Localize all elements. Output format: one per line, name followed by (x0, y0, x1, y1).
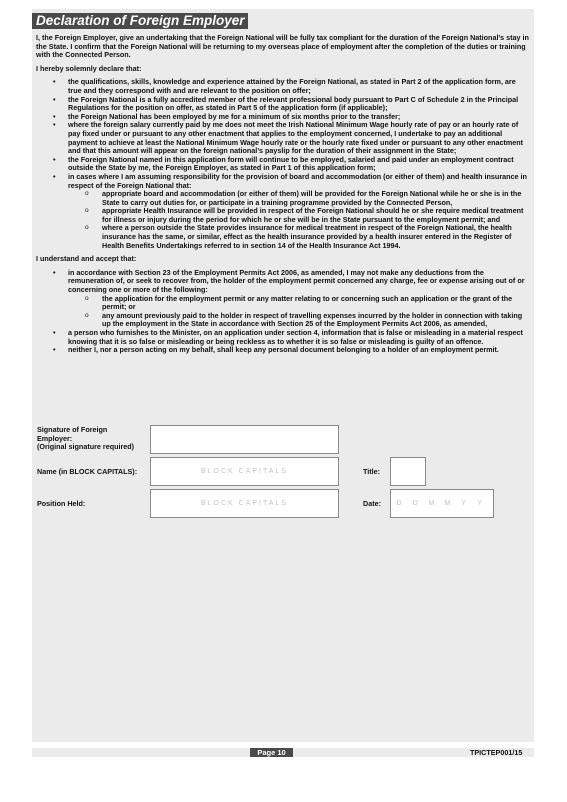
declaration-item: • where the foreign salary currently paid by me does not meet the Irish National Minimum Wage hourly rate of pay or an hourly rate of pay fixed under or pursuant to any other enactment that applies to the employment concerned, I undertake to pay an additional payment to achieve at least the National Minimum Wage hourly rate or the hourly rate fixed under or pursuant to any other enactment and that this amount will appear on the foreign national’s payslip for the duration of their assignment in the State; (36, 121, 530, 155)
understanding-subitem: o the application for the employment permit or any matter relating to or concerning such an application or the grant of the permit; or (68, 295, 530, 312)
signature-label-line: Employer: (37, 433, 73, 443)
title-label: Title: (363, 467, 381, 476)
date-cell-day: D (412, 500, 418, 507)
date-cell-month: M (428, 500, 435, 507)
declaration-item: • the Foreign National has been employed by me for a minimum of six months prior to the transfer; (36, 113, 530, 122)
declaration-panel (32, 9, 534, 742)
name-field[interactable] (150, 457, 339, 486)
date-cell-year: Y (477, 500, 483, 507)
understanding-subitem: o any amount previously paid to the holder in respect of travelling expenses incurred by the holder in connection with taking up the employment in the State in accordance with Section 25 of the Employment Permits Act 2006, as amended, (68, 312, 530, 329)
declaration-item: • the qualifications, skills, knowledge and experience attained by the Foreign National, as stated in Part 2 of the application form, are true and they correspond with and are relevant to the position on offer; (36, 78, 530, 95)
understanding-item-text: in accordance with Section 23 of the Employment Permits Act 2006, as amended, I may not make any deductions from the remuneration of, or seek to recover from, the holder of the employment permit concerned any charge, fee or expense arising out of or concerning one or more of the following: (68, 267, 525, 295)
position-label: Position Held: (37, 499, 86, 508)
date-cell-month: M (444, 500, 451, 507)
understanding-item: • a person who furnishes to the Minister, on an application under section 4, information that is false or misleading in a material respect knowing that it is so false or misleading or being reckless as to whether it is so false or misleading is guilty of an offence. (36, 329, 530, 346)
signature-field[interactable] (150, 425, 339, 454)
declaration-subitem: o appropriate board and accommodation (or either of them) will be provided for the Foreign National while he or she is in the State to carry out duties for, or participate in a training programme provided by the Connected Person, (68, 190, 530, 207)
position-placeholder: BLOCK CAPITALS (200, 500, 288, 507)
signature-label-line: (Original signature required) (37, 442, 135, 452)
declaration-item: • the Foreign National is a fully accredited member of the relevant professional body pursuant to Part C of Schedule 2 in the Principal Regulations for the position on offer, as stated in Part 5 of the application form (if applicable); (36, 96, 530, 113)
declaration-item-text: in cases where I am assuming responsibility for the provision of board and accommodation (or either of them) and health insurance in respect of the Foreign National that: (68, 171, 527, 190)
title-field[interactable] (390, 457, 426, 486)
document-reference: TPICTEP001/15 (470, 748, 523, 757)
declaration-item: • the Foreign National named in this application form will continue to be employed, salaried and paid under an employment contract outside the State by me, the Foreign Employer, as stated in Part 1 of this application form; (36, 156, 530, 173)
date-cell-year: Y (461, 500, 467, 507)
signature-label-line: Signature of Foreign (37, 425, 108, 434)
intro-paragraph: I, the Foreign Employer, give an undertaking that the Foreign National will be fully tax compliant for the duration of the Foreign National’s stay in the State. I confirm that the Foreign National will be returning to my overseas place of employment after the completion of the duties or training with the Connected Person. (36, 33, 529, 60)
date-cell-day: D (396, 500, 402, 507)
signature-label (37, 426, 134, 452)
understanding-item: • neither I, nor a person acting on my behalf, shall keep any personal document belonging to a holder of an employment permit. (36, 346, 530, 355)
signature-form (32, 9, 534, 742)
declaration-subitem: o where a person outside the State provides insurance for medical treatment in respect of the Foreign National, the health insurance has the same, or similar, effect as the health insurance provided by a health insurer entered in the Register of Health Benefits Undertakings referred to in section 14 of the Health Insurance Act 1994. (68, 224, 530, 250)
declaration-subitem: o appropriate Health Insurance will be provided in respect of the Foreign National should he or she require medical treatment for illness or injury during the period for which he or she will be in the State pursuant to the employment permit; and (68, 207, 530, 224)
date-label: Date: (363, 499, 381, 508)
section-title: Declaration of Foreign Employer (32, 13, 248, 29)
understand-heading: I understand and accept that: (36, 254, 137, 264)
name-label: Name (in BLOCK CAPITALS): (37, 467, 138, 476)
name-placeholder: BLOCK CAPITALS (200, 468, 288, 475)
position-field[interactable] (150, 489, 339, 518)
date-field[interactable] (390, 489, 494, 518)
page-number: Page 10 (250, 748, 293, 757)
declare-heading: I hereby solemnly declare that: (36, 63, 142, 73)
